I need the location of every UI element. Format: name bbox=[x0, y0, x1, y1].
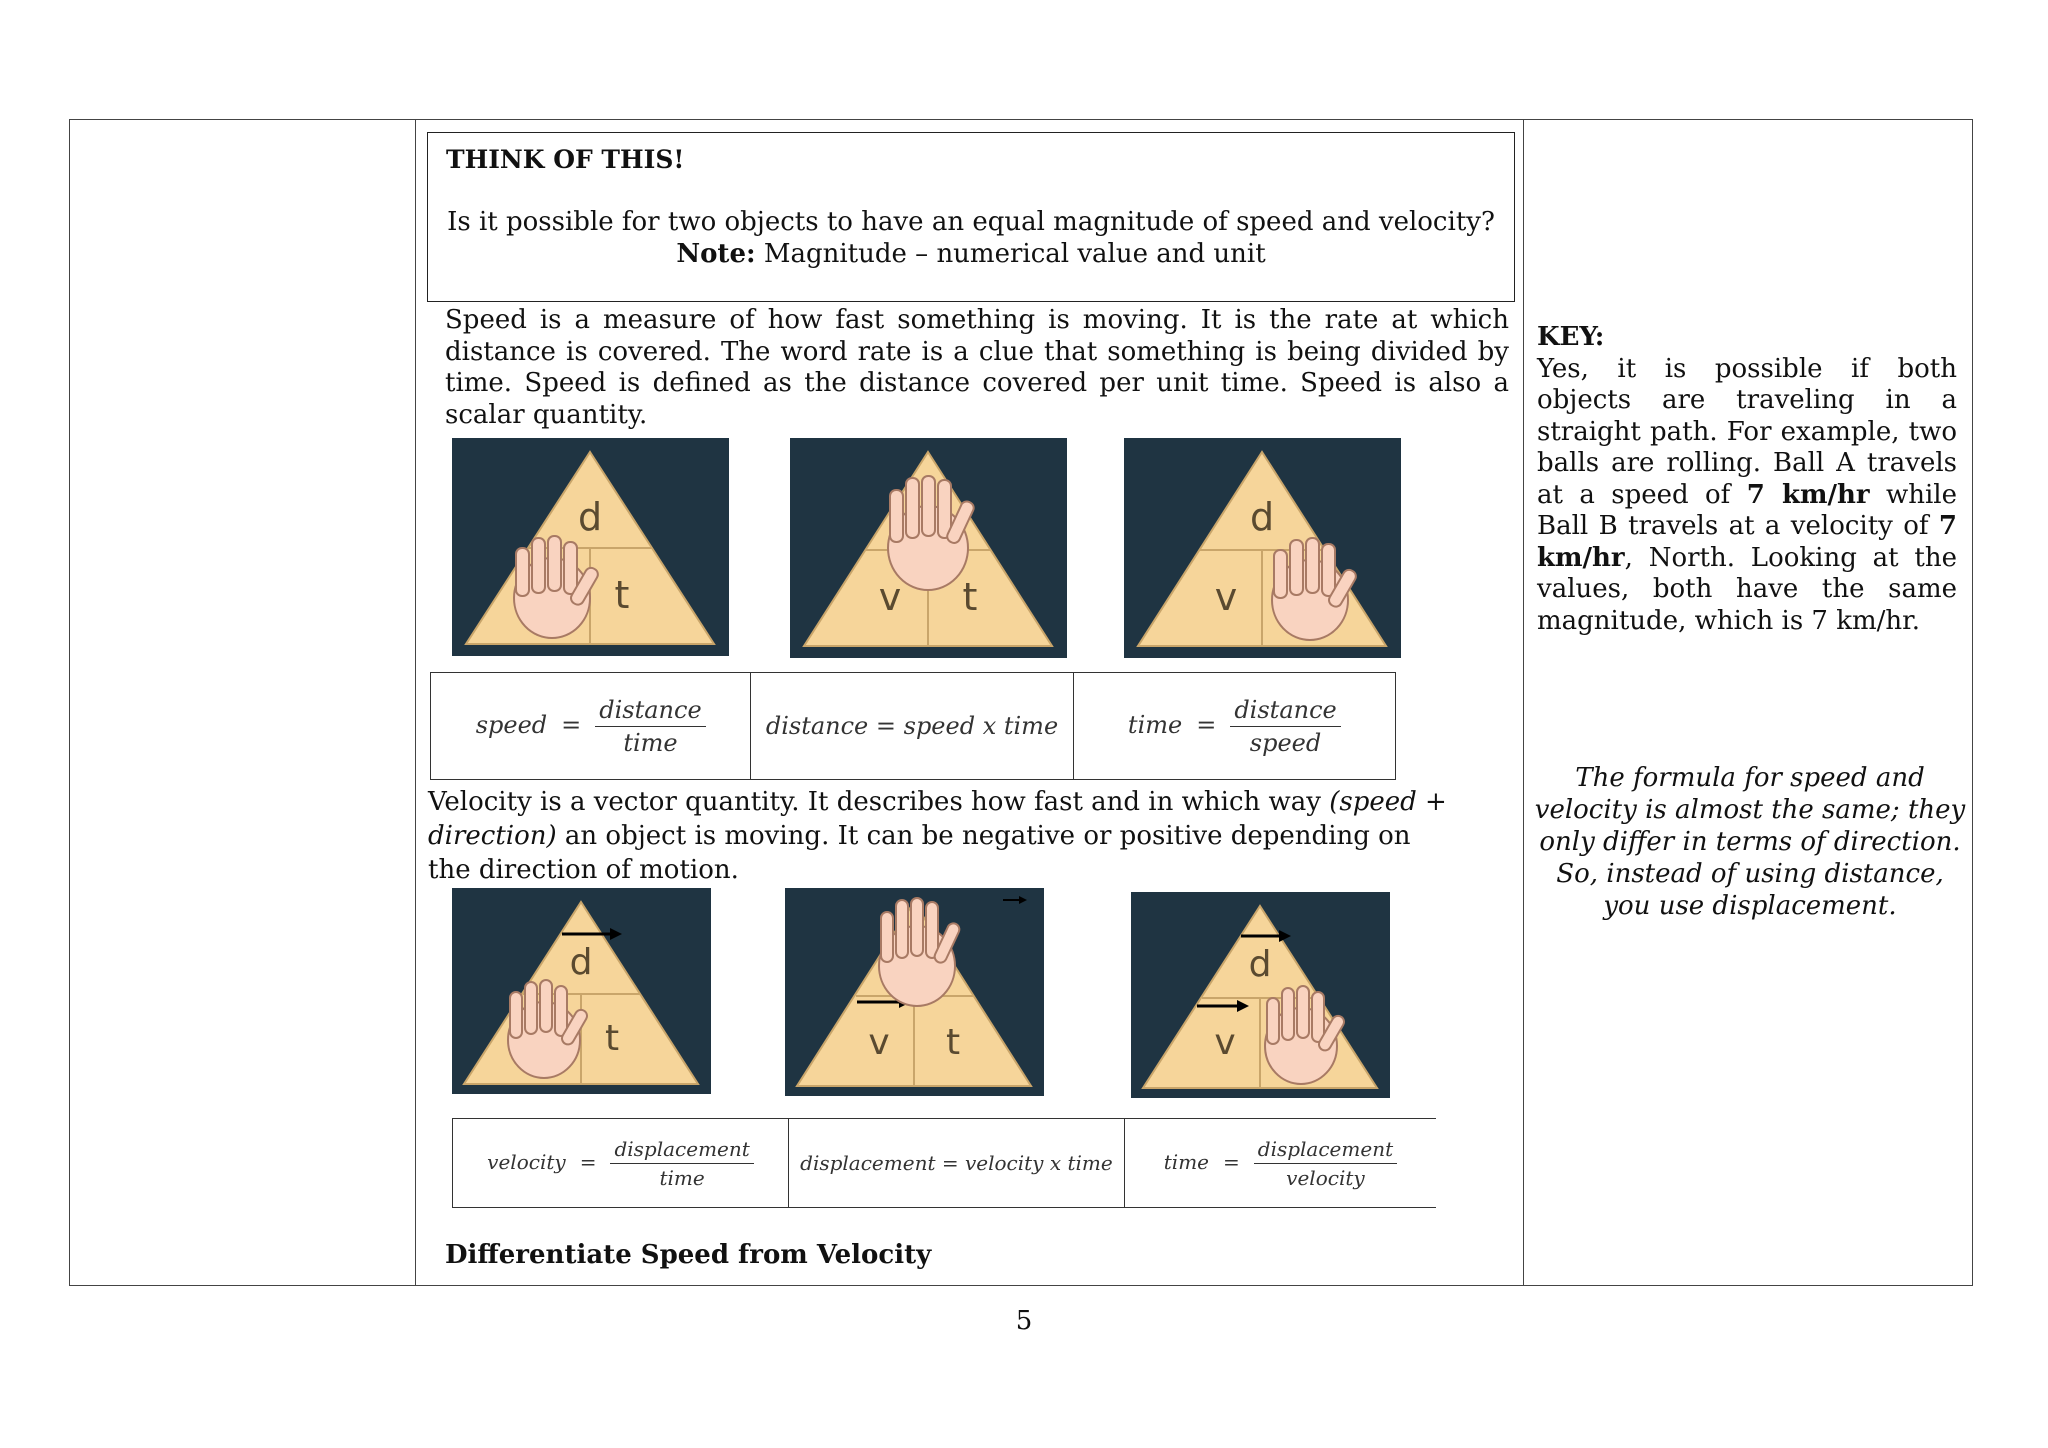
speed-formula-cell bbox=[431, 673, 751, 780]
velocity-formula-cell bbox=[453, 1119, 789, 1208]
formula-numerator: distance bbox=[1230, 696, 1340, 727]
speed-formula-table bbox=[430, 672, 1396, 780]
speed-triangle-distance bbox=[452, 438, 729, 656]
note-label: Note: bbox=[676, 239, 756, 269]
formula-denominator: time bbox=[623, 728, 678, 757]
formula-denominator: time bbox=[659, 1165, 705, 1190]
formula-lhs: time bbox=[1163, 1149, 1209, 1174]
velocity-text-1: Velocity is a vector quantity. It describes how fast and in which way bbox=[428, 787, 1330, 817]
triangle-right-letter: t bbox=[945, 1022, 961, 1063]
speed-triangle-time bbox=[1124, 438, 1401, 658]
formula-numerator: distance bbox=[595, 696, 705, 727]
key-velocity-value: 7 km/hr bbox=[1537, 511, 1957, 573]
think-title: THINK OF THIS! bbox=[446, 145, 685, 174]
formula-fraction bbox=[1254, 1137, 1397, 1190]
time-formula-cell bbox=[1073, 673, 1395, 780]
formula-fraction bbox=[1230, 696, 1340, 757]
formula-equals: = bbox=[561, 710, 582, 739]
key-text: Yes, it is possible if both objects are traveling in a straight path. For example, two balls are rolling. Ball A travels at a speed of 7 km/hr while Ball B travels at a velocity of 7 km/hr, North. Looking at the values, both have the same magnitude, which is 7 km/hr. bbox=[1537, 353, 1957, 636]
velocity-text-2: an object is moving. It can be negative or positive depending on the direction of motion. bbox=[428, 821, 1411, 885]
formula-numerator: displacement bbox=[1254, 1137, 1397, 1164]
triangle-left-letter: v bbox=[868, 1022, 890, 1063]
triangle-left-letter: v bbox=[1214, 1022, 1236, 1063]
triangle-left-letter: v bbox=[1214, 575, 1238, 619]
velocity-triangle-time bbox=[1131, 892, 1390, 1098]
note-text: Magnitude – numerical value and unit bbox=[755, 239, 1266, 269]
velocity-text-italic: (speed + direction) bbox=[428, 787, 1447, 851]
formula-fraction bbox=[595, 696, 705, 757]
think-note bbox=[428, 239, 1514, 269]
velocity-formula-table bbox=[452, 1118, 1436, 1208]
formula-equals: = bbox=[579, 1149, 597, 1174]
velocity-triangle-displacement bbox=[452, 888, 711, 1094]
triangle-top-letter: d bbox=[577, 495, 603, 539]
displacement-formula-cell bbox=[788, 1119, 1124, 1208]
formula-equals: = bbox=[1223, 1149, 1240, 1174]
velocity-triangle-velocity bbox=[785, 888, 1044, 1096]
key-speed-value: 7 km/hr bbox=[1746, 479, 1870, 510]
formula-lhs: speed bbox=[475, 710, 548, 739]
page-number: 5 bbox=[1015, 1306, 1033, 1336]
answer-key bbox=[1537, 322, 1957, 637]
formula-denominator: speed bbox=[1249, 728, 1322, 757]
speed-triangle-velocity bbox=[790, 438, 1067, 658]
distance-formula-cell bbox=[751, 673, 1073, 780]
triangle-top-letter: d bbox=[1249, 495, 1275, 539]
triangle-top-letter: d bbox=[1248, 944, 1272, 985]
formula-lhs: time bbox=[1127, 710, 1183, 739]
formula-note: The formula for speed and velocity is almost the same; they only differ in terms of direction. So, instead of using distance, you use displacement. bbox=[1534, 763, 1966, 921]
think-box bbox=[427, 132, 1515, 302]
formula-fraction bbox=[610, 1137, 753, 1190]
formula-equals: = bbox=[1196, 710, 1217, 739]
triangle-top-letter: d bbox=[569, 942, 593, 983]
velocity-time-formula-cell bbox=[1124, 1119, 1436, 1208]
column-divider-right bbox=[1523, 120, 1524, 1285]
formula-numerator: displacement bbox=[610, 1137, 753, 1164]
triangle-left-letter: v bbox=[878, 575, 902, 619]
column-divider-left bbox=[415, 120, 416, 1285]
differentiate-heading: Differentiate Speed from Velocity bbox=[445, 1240, 932, 1270]
key-label: KEY: bbox=[1537, 322, 1605, 352]
triangle-right-letter: t bbox=[614, 573, 630, 617]
triangle-right-letter: t bbox=[962, 575, 978, 619]
formula-text: distance = speed x time bbox=[765, 712, 1059, 740]
velocity-paragraph bbox=[428, 785, 1458, 887]
speed-paragraph: Speed is a measure of how fast something is moving. It is the rate at which distance is covered. The word rate is a clue that something is being divided by time. Speed is defined as the distance covered per unit time. Speed is also a scalar quantity. bbox=[445, 305, 1509, 430]
think-question: Is it possible for two objects to have an equal magnitude of speed and velocity? bbox=[447, 207, 1495, 237]
formula-lhs: velocity bbox=[487, 1149, 566, 1174]
triangle-right-letter: t bbox=[604, 1018, 620, 1059]
formula-text: displacement = velocity x time bbox=[800, 1151, 1113, 1175]
formula-denominator: velocity bbox=[1286, 1165, 1365, 1190]
